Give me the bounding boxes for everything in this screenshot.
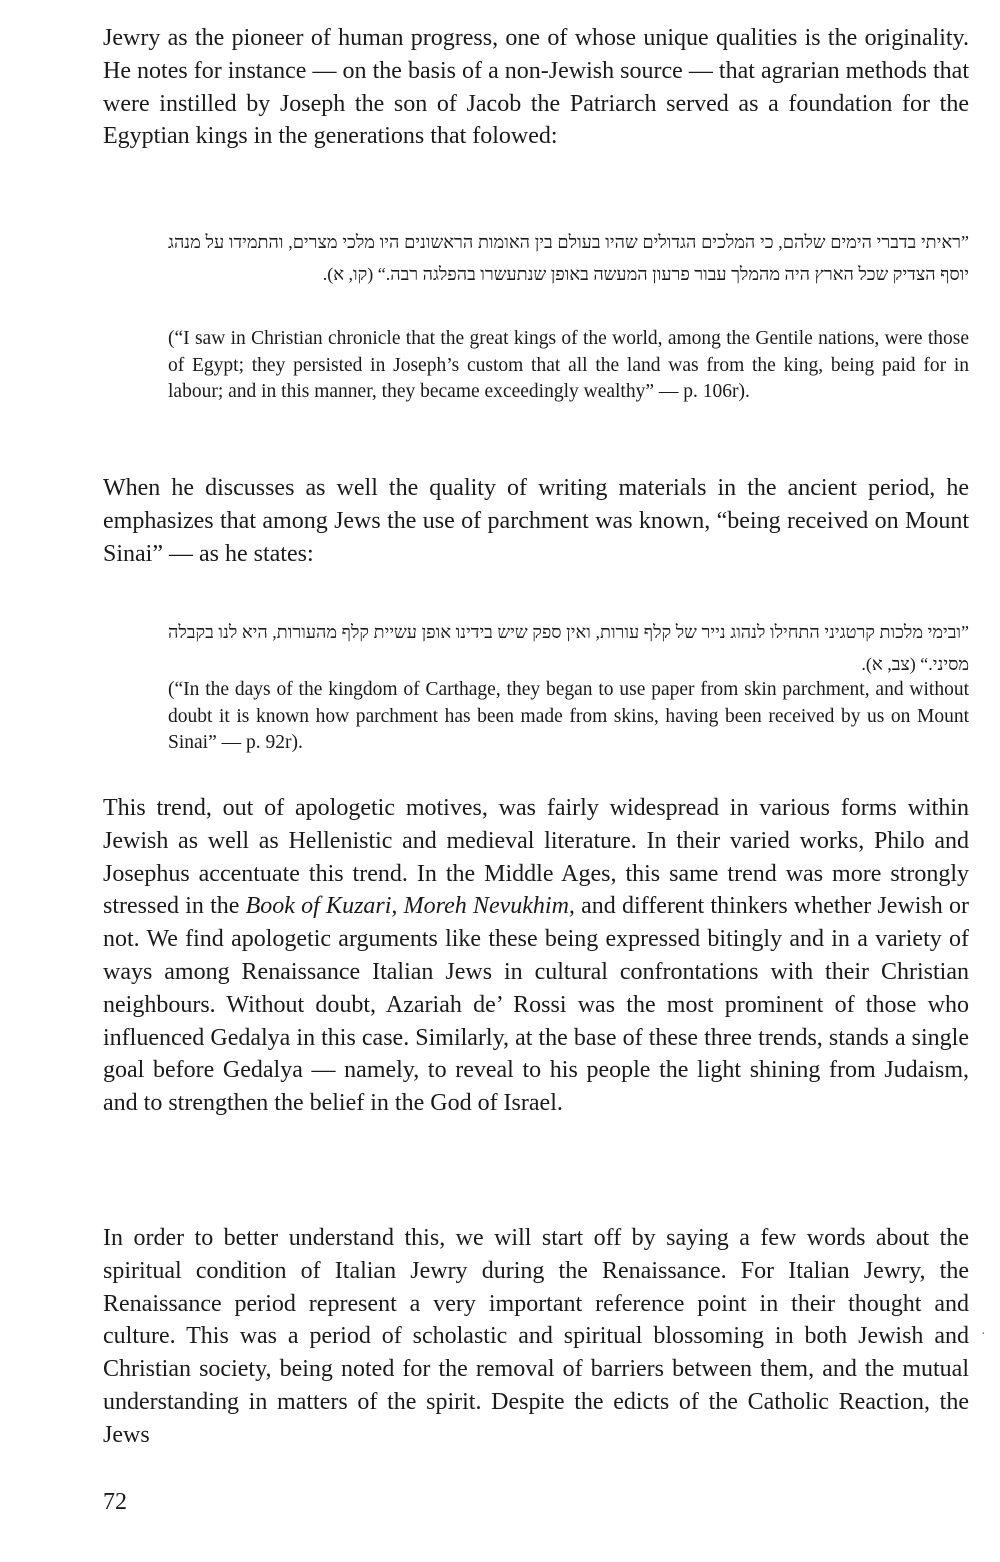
margin-speck: · (981, 1327, 986, 1342)
hebrew-quote-carthage: ”ובימי מלכות קרטגיני התחילו לנהוג נייר של קלף עורות, ואין ספק שיש בידינו אופן עשיית קלף מהעורות, היא לנו בקבלה מסיני.“ (צב, א). (168, 622, 969, 674)
paragraph-italian-jewry: In order to better understand this, we will start off by saying a few words about the spiritual condition of Italian Jewry during the Renaissance. For Italian Jewry, the Renaissance period represent a very important reference point in their thought and culture. This was a period of scholastic and spiritual blossoming in both Jewish and Christian society, being noted for the removal of barriers between them, and the mutual understanding in matters of the spirit. Despite the edicts of the Catholic Reaction, the Jews (103, 1225, 969, 1448)
paragraph-text: and different thinkers whether Jewish or not. We find apologetic arguments like these being expressed bitingly and in a variety of ways among Renaissance Italian Jews in cultural confrontations with their Christian neighbours. Without doubt, Azariah de’ Rossi was the most prominent of those who influenced Gedalya in this case. Similarly, at the base of these three trends, stands a single goal before Gedalya — namely, to reveal to his people the light shining from Judaism, and to strengthen the belief in the God of Israel. (103, 893, 969, 1117)
paragraph-apologetic-trend (103, 792, 969, 1120)
page-number: 72 (103, 1489, 127, 1515)
paragraph-writing-materials: When he discusses as well the quality of writing materials in the ancient period, he emphasizes that among Jews the use of parchment was known, “being received on Mount Sinai” — as he states: (103, 475, 969, 567)
translation-quote-carthage: (“In the days of the kingdom of Carthage, they began to use paper from skin parchment, and without doubt it is known how parchment has been made from skins, having been received by us on Mount Sinai” — p. 92r). (168, 679, 969, 754)
book-titles-italic: Book of Kuzari, Moreh Nevukhim, (245, 893, 575, 920)
translation-quote-egypt: (“I saw in Christian chronicle that the great kings of the world, among the Gentile nations, were those of Egypt; they persisted in Joseph’s custom that all the land was from the king, being paid for in labour; and in this manner, they became exceedingly wealthy” — p. 106r). (168, 328, 969, 403)
paragraph-jewry-pioneer: Jewry as the pioneer of human progress, one of whose unique qualities is the originality. He notes for instance — on the basis of a non-Jewish source — that agrarian methods that were instilled by Joseph the son of Jacob the Patriarch served as a foundation for the Egyptian kings in the generations that folowed: (103, 25, 969, 150)
hebrew-quote-egypt: ”ראיתי בדברי הימים שלהם, כי המלכים הגדולים שהיו בעולם בין האומות הראשונים היו מלכי מצרים, והתמידו על מנהג יוסף הצדיק שכל הארץ היה מהמלך עבור פרעון המעשה באופן שנתעשרו בהפלגה רבה.“ (קו, א). (168, 232, 969, 284)
paragraph-text: This trend, out of apologetic motives, was fairly widespread in various forms within Jewish as well as Hellenistic and medieval literature. In their varied works, Philo and Josephus accentuate this trend. In the Middle Ages, this same trend was more strongly stressed in the (103, 795, 969, 920)
